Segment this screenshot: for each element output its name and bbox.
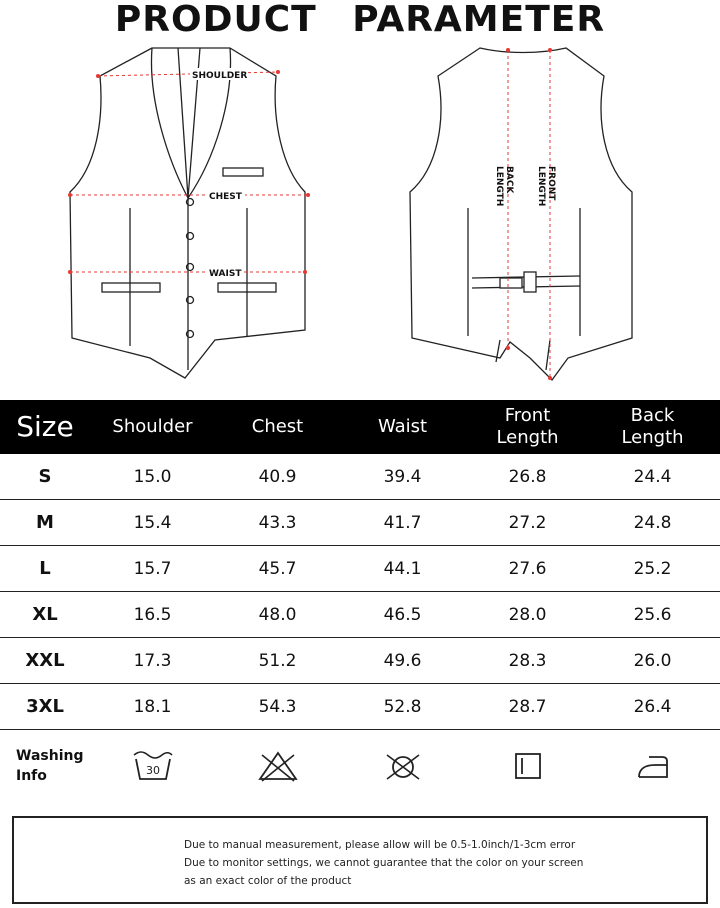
back-length-cell: 24.8 [633, 512, 672, 533]
note-line-1: Due to manual measurement, please allow will be 0.5-1.0inch/1-3cm error [184, 839, 576, 851]
chest-cell: 45.7 [258, 558, 297, 579]
waist-cell: 52.8 [383, 696, 422, 717]
note-line-3: as an exact color of the product [184, 875, 352, 887]
header-shoulder: Shoulder [112, 416, 193, 437]
shoulder-label: SHOULDER [192, 71, 248, 81]
front-length-cell: 28.3 [508, 650, 547, 671]
front-length-cell: 27.6 [508, 558, 547, 579]
back-length-text-2: LENGTH [494, 166, 504, 207]
chest-cell: 48.0 [258, 604, 297, 625]
front-length-cell: 27.2 [508, 512, 547, 533]
table-row [0, 638, 720, 684]
chest-cell: 54.3 [258, 696, 297, 717]
table-header [0, 400, 720, 454]
chest-cell: 43.3 [258, 512, 297, 533]
chest-cell: 40.9 [258, 466, 297, 487]
shoulder-cell: 18.1 [133, 696, 172, 717]
no-bleach-icon [215, 749, 340, 783]
header-back-length-1: Back [630, 405, 675, 426]
washing-info [0, 734, 720, 798]
shoulder-cell: 16.5 [133, 604, 172, 625]
back-vest [410, 48, 632, 380]
note-line-2: Due to monitor settings, we cannot guarantee that the color on your screen [184, 857, 584, 869]
header-size: Size [16, 410, 74, 443]
front-length-cell: 28.7 [508, 696, 547, 717]
header-front-length-2: Length [496, 427, 559, 448]
front-length-text-2: LENGTH [536, 166, 546, 207]
back-length-cell: 26.4 [633, 696, 672, 717]
waist-cell: 41.7 [383, 512, 422, 533]
front-length-label [536, 166, 556, 206]
chest-label: CHEST [209, 192, 242, 202]
back-length-cell: 26.0 [633, 650, 672, 671]
size-cell: 3XL [26, 696, 64, 717]
back-length-cell: 24.4 [633, 466, 672, 487]
front-length-cell: 26.8 [508, 466, 547, 487]
shoulder-cell: 15.7 [133, 558, 172, 579]
notes-box [12, 816, 708, 904]
header-front-length [465, 405, 590, 449]
table-row [0, 546, 720, 592]
wash-temp: 30 [145, 764, 160, 777]
page-title: PRODUCT PARAMETER [114, 0, 606, 40]
waist-cell: 46.5 [383, 604, 422, 625]
waist-label: WAIST [209, 269, 242, 279]
washing-label-2: Info [16, 768, 47, 784]
size-cell: XXL [25, 650, 65, 671]
table-row [0, 454, 720, 500]
waist-cell: 49.6 [383, 650, 422, 671]
line-dry-icon [465, 749, 590, 783]
vest-diagram-svg [0, 40, 720, 390]
shoulder-cell: 17.3 [133, 650, 172, 671]
back-length-cell: 25.2 [633, 558, 672, 579]
vest-diagram [0, 40, 720, 390]
table-row [0, 592, 720, 638]
table-row [0, 684, 720, 730]
shoulder-cell: 15.0 [133, 466, 172, 487]
size-cell: L [39, 558, 51, 579]
washing-label-1: Washing [16, 748, 84, 764]
front-vest [70, 48, 305, 378]
wash-30-icon [90, 749, 215, 783]
washing-label [0, 746, 90, 786]
waist-cell: 39.4 [383, 466, 422, 487]
header-chest: Chest [251, 416, 304, 437]
size-cell: XL [32, 604, 58, 625]
shoulder-cell: 15.4 [133, 512, 172, 533]
size-table [0, 400, 720, 730]
front-length-cell: 28.0 [508, 604, 547, 625]
header-waist: Waist [377, 416, 428, 437]
back-length-text-1: BACK [504, 166, 514, 194]
front-length-text-1: FRONT [546, 166, 556, 201]
no-tumble-dry-icon [340, 749, 465, 783]
table-row [0, 500, 720, 546]
waist-cell: 44.1 [383, 558, 422, 579]
chest-cell: 51.2 [258, 650, 297, 671]
header-back-length [590, 405, 715, 449]
iron-icon [590, 749, 715, 783]
back-length-cell: 25.6 [633, 604, 672, 625]
size-cell: M [36, 512, 54, 533]
header-back-length-2: Length [621, 427, 684, 448]
size-cell: S [38, 466, 52, 487]
header-front-length-1: Front [504, 405, 551, 426]
